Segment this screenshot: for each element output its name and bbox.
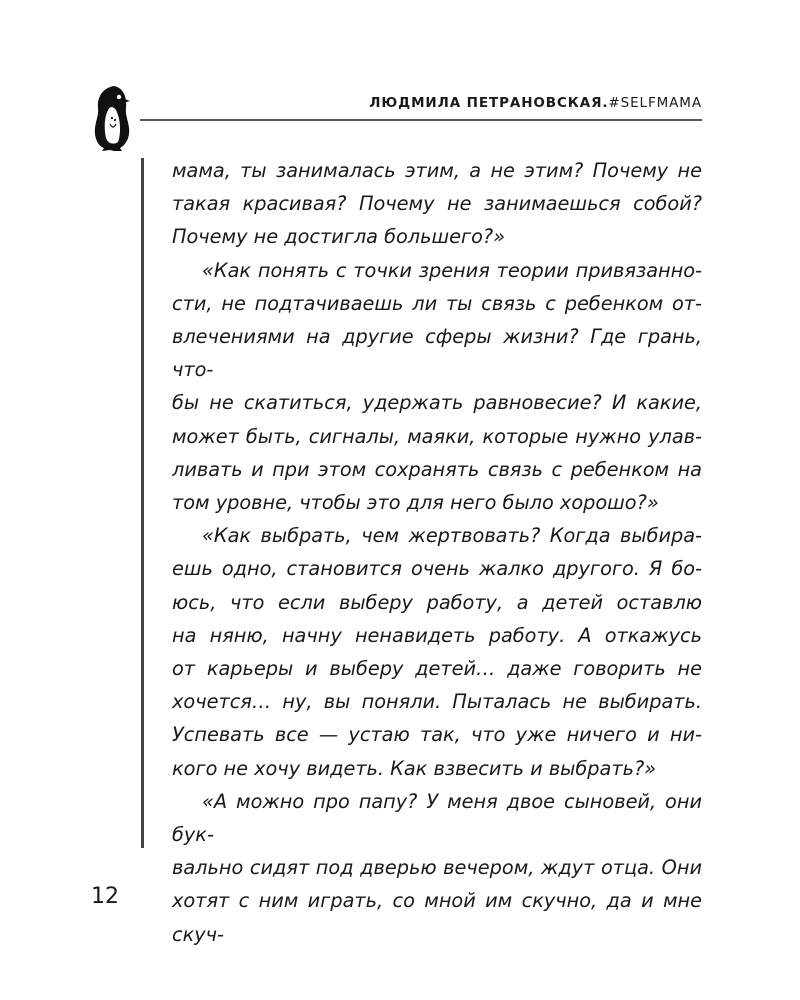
running-header (140, 93, 702, 121)
penguin-icon (92, 84, 132, 154)
text-line: от карьеры и выберу детей… даже говорить не (172, 657, 702, 681)
header-series: #SELFMAMA (608, 95, 702, 111)
text-line: ешь одно, становится очень жалко другого. Я бо- (172, 557, 702, 581)
text-line: Почему не достигла большего?» (172, 225, 506, 249)
text-line: ливать и при этом сохранять связь с ребенком на (172, 457, 702, 481)
text-line: влечениями на другие сферы жизни? Где грань, что- (172, 325, 702, 382)
text-line: юсь, что если выберу работу, а детей оставлю (172, 590, 702, 614)
body-text (172, 154, 702, 951)
header-author: ЛЮДМИЛА ПЕТРАНОВСКАЯ. (369, 95, 609, 111)
quote-rule (141, 158, 144, 848)
text-line: на няню, начну ненавидеть работу. А откажусь (172, 623, 702, 647)
page-number: 12 (91, 884, 119, 909)
text-line: мама, ты занималась этим, а не этим? Почему не (172, 159, 702, 182)
text-line: может быть, сигналы, маяки, которые нужно улав- (172, 424, 702, 448)
text-line: «Как понять с точки зрения теории привязанно- (202, 258, 702, 282)
text-line: кого не хочу видеть. Как взвесить и выбрать?» (172, 756, 657, 780)
text-line: хочется… ну, вы поняли. Пыталась не выбирать. (172, 690, 702, 714)
text-line: том уровне, чтобы это для него было хорошо?» (172, 491, 659, 515)
text-line: Успевать все — устаю так, что уже ничего и ни- (172, 723, 702, 747)
text-line: бы не скатиться, удержать равновесие? И какие, (172, 391, 702, 415)
text-line: сти, не подтачиваешь ли ты связь с ребенком от- (172, 291, 702, 315)
text-line: вально сидят под дверью вечером, ждут отца. Они (172, 856, 702, 880)
text-line: хотят с ним играть, со мной им скучно, да и мне скуч- (172, 889, 702, 946)
text-line: «А можно про папу? У меня двое сыновей, они бук- (172, 789, 702, 847)
text-line: такая красивая? Почему не занимаешься собой? (172, 192, 702, 216)
text-line: «Как выбрать, чем жертвовать? Когда выбира- (202, 524, 702, 548)
